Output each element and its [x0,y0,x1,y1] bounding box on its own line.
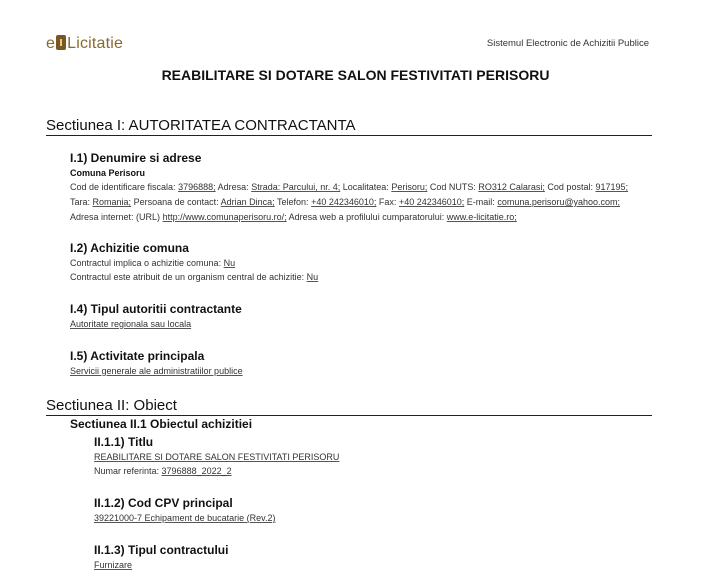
elicitatie-logo[interactable] [46,35,123,53]
s2-1-heading: Sectiunea II.1 Obiectul achizitiei [70,417,253,431]
main-activity-value: Servicii generale ale administratiilor publice [70,366,243,376]
central-value: Nu [306,272,319,282]
s2-1-2-heading: II.1.2) Cod CPV principal [94,496,233,510]
web-label: Adresa internet: (URL) [70,212,161,222]
email-link[interactable]: comuna.perisoru@yahoo.com; [497,197,621,207]
logo-suffix: Licitatie [67,35,124,52]
buyer-profile-link[interactable]: www.e-licitatie.ro; [446,212,517,222]
contact-label: Persoana de contact: [133,197,219,207]
contract-title-value: REABILITARE SI DOTARE SALON FESTIVITATI PERISORU [94,452,340,462]
address-value: Strada: Parcului, nr. 4; [251,182,341,192]
contact-value: Adrian Dinca; [220,197,275,207]
contract-type-value: Furnizare [94,560,133,570]
address-line-3 [70,210,517,225]
fiscal-value: 3796888; [178,182,216,192]
phone-label: Telefon: [277,197,309,207]
nuts-label: Cod NUTS: [429,182,476,192]
s1-4-heading: I.4) Tipul autoritii contractante [70,302,242,316]
s1-5-heading: I.5) Activitate principala [70,349,205,363]
country-value: Romania; [92,197,132,207]
section-1-heading: Sectiunea I: AUTORITATEA CONTRACTANTA [46,117,652,136]
s1-1-heading: I.1) Denumire si adrese [70,151,202,165]
email-label: E-mail: [466,197,495,207]
address-line-1 [70,180,628,195]
website-link[interactable]: http://www.comunaperisoru.ro/; [162,212,287,222]
system-name: Sistemul Electronic de Achizitii Publice [486,38,649,49]
address-label: Adresa: [217,182,249,192]
buyer-profile-label: Adresa web a profilului cumparatorului: [288,212,445,222]
postal-value: 917195; [595,182,629,192]
phone-value: +40 242346010; [311,197,377,207]
logo-prefix: e [46,35,56,52]
joint-procurement-line [70,256,235,271]
s1-2-heading: I.2) Achizitie comuna [70,241,189,255]
address-line-2 [70,195,620,210]
section-2-heading: Sectiunea II: Obiect [46,397,652,416]
fiscal-label: Cod de identificare fiscala: [70,182,176,192]
logo-badge-icon [56,35,66,50]
reference-value: 3796888_2022_2 [161,466,232,476]
postal-label: Cod postal: [547,182,593,192]
cpv-code-value: 39221000-7 Echipament de bucatarie (Rev.2) [94,513,276,523]
joint-value: Nu [223,258,236,268]
document-title: REABILITARE SI DOTARE SALON FESTIVITATI PERISORU [161,67,550,83]
fax-value: +40 242346010; [398,197,465,207]
authority-name: Comuna Perisoru [70,168,146,178]
central-label: Contractul este atribuit de un organism central de achizitie: [70,272,305,282]
nuts-value: RO312 Calarasi; [478,182,545,192]
authority-type-value: Autoritate regionala sau locala [70,319,192,329]
s2-1-1-heading: II.1.1) Titlu [94,435,154,449]
locality-label: Localitatea: [342,182,389,192]
joint-label: Contractul implica o achizitie comuna: [70,258,222,268]
central-body-line [70,270,318,285]
reference-line [94,464,232,479]
fax-label: Fax: [378,197,397,207]
locality-value: Perisoru; [391,182,428,192]
s2-1-3-heading: II.1.3) Tipul contractului [94,543,229,557]
country-label: Tara: [70,197,91,207]
reference-label: Numar referinta: [94,466,160,476]
